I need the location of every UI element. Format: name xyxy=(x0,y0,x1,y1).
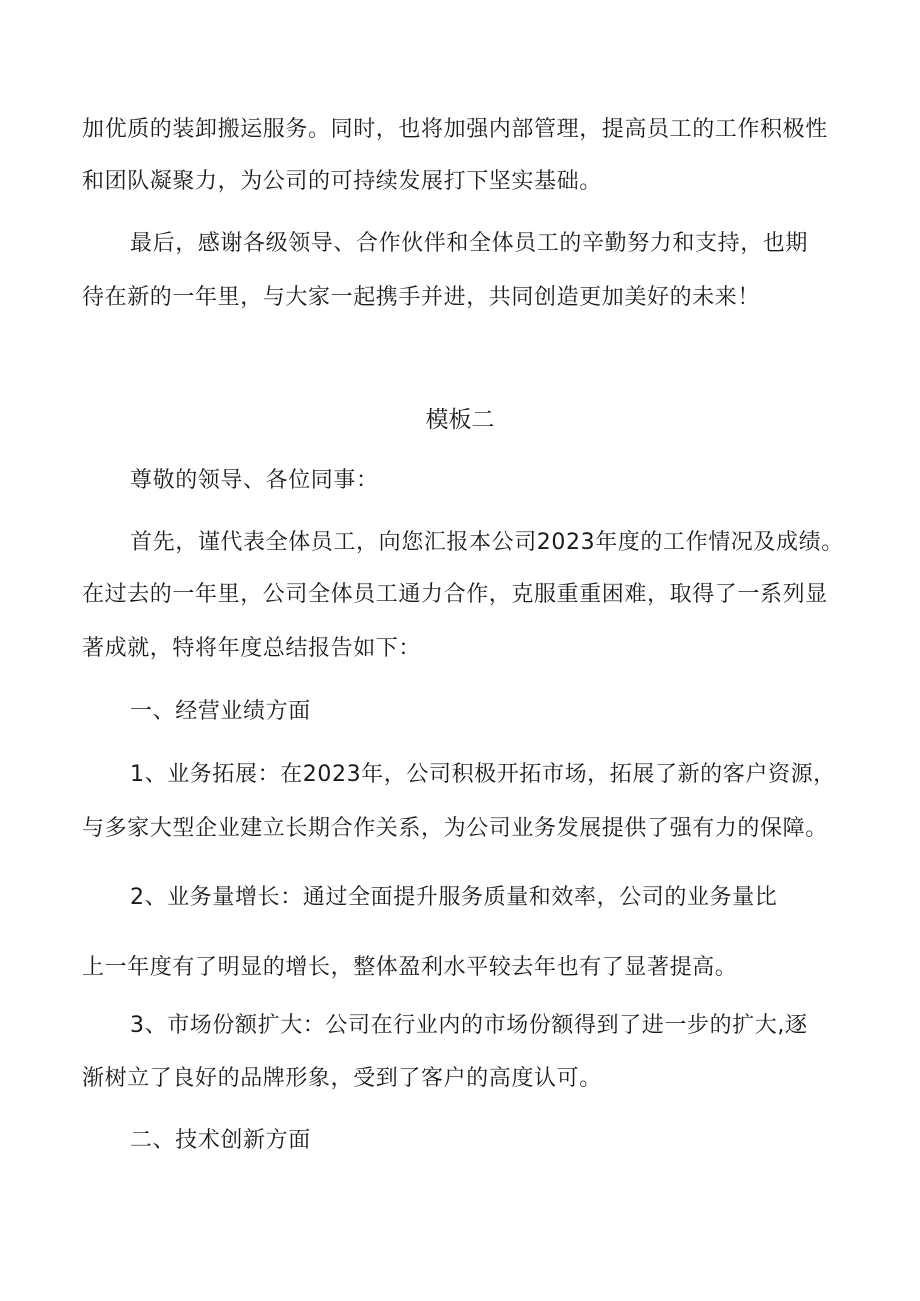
paragraph-line: 在过去的一年里，公司全体员工通力合作，克服重重困难，取得了一系列显 xyxy=(82,582,828,607)
paragraph-line: 加优质的装卸搬运服务。同时，也将加强内部管理，提高员工的工作积极性 xyxy=(82,117,828,142)
section-title: 模板二 xyxy=(425,407,495,433)
paragraph-line: 最后，感谢各级领导、合作伙伴和全体员工的辛勤努力和支持，也期 xyxy=(130,231,809,256)
list-item-line: 渐树立了良好的品牌形象，受到了客户的高度认可。 xyxy=(82,1066,602,1091)
list-item-line: 1、业务拓展：在2023年，公司积极开拓市场，拓展了新的客户资源， xyxy=(130,762,836,787)
paragraph-line: 首先，谨代表全体员工，向您汇报本公司2023年度的工作情况及成绩。 xyxy=(130,530,844,555)
paragraph-line: 待在新的一年里，与大家一起携手并进，共同创造更加美好的未来！ xyxy=(82,285,761,310)
list-item-line: 与多家大型企业建立长期合作关系，为公司业务发展提供了强有力的保障。 xyxy=(82,816,828,841)
list-item-line: 2、业务量增长：通过全面提升服务质量和效率，公司的业务量比 xyxy=(130,885,778,910)
salutation: 尊敬的领导、各位同事： xyxy=(130,468,379,493)
paragraph-line: 和团队凝聚力，为公司的可持续发展打下坚实基础。 xyxy=(82,169,602,194)
list-item-line: 3、市场份额扩大：公司在行业内的市场份额得到了进一步的扩大,逐 xyxy=(130,1013,808,1038)
section-heading: 一、经营业绩方面 xyxy=(130,699,311,724)
paragraph-line: 著成就，特将年度总结报告如下： xyxy=(82,636,422,661)
list-item-line: 上一年度有了明显的增长，整体盈利水平较去年也有了显著提高。 xyxy=(82,955,738,980)
section-heading: 二、技术创新方面 xyxy=(130,1128,311,1153)
